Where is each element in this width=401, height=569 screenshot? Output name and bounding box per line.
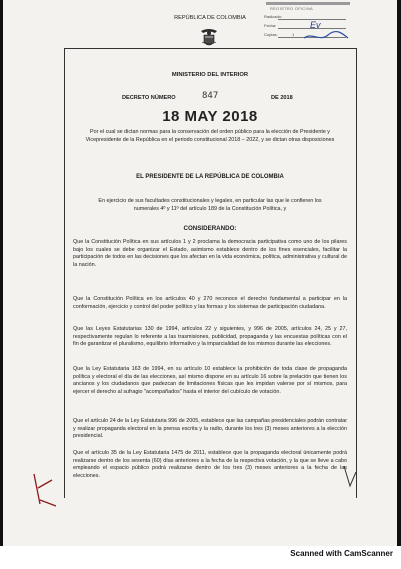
considering-paragraph-2: Que la Constitución Política en los artículos 40 y 270 reconoce el derecho fundamental a participar en la conformación, ejercicio y control del poder político y las formas y los sistemas de participación ciudadana. bbox=[73, 296, 347, 310]
camscanner-watermark: Scanned with CamScanner bbox=[290, 549, 393, 558]
initials-mark-left bbox=[28, 470, 64, 510]
scan-edge-left bbox=[0, 0, 3, 546]
considering-paragraph-3: Que las Leyes Estatutarias 130 de 1994, artículos 22 y siguientes, y 996 de 2005, artículos 24, 25 y 27, respectivamente regulan lo referente a las trasmisiones, publicidad, propaganda y las encuestas políticas con el fin de garantizar el pluralismo, equilibrio informativo y la imparcialidad de los mismos durante las elecciones. bbox=[73, 326, 347, 347]
scan-edge-right bbox=[397, 0, 401, 546]
stamp-fecha-label: Fecha: bbox=[264, 23, 277, 28]
blue-signature-scribble bbox=[302, 30, 350, 42]
considering-paragraph-6: Que el artículo 35 de la Ley Estatutaria 1475 de 2011, establece que la propaganda electoral únicamente podrá realizarse dentro de los sesenta (60) días anteriores a la fecha de la respectiva votación, y la que se lleve a cabo empleando el espacio público podrá realizarse dentro de los tres (3) meses anteriores a la fecha de las elecciones. bbox=[73, 450, 347, 479]
decree-label: DECRETO NÚMERO bbox=[122, 95, 176, 101]
decree-date: 18 MAY 2018 bbox=[162, 108, 258, 125]
considering-title: CONSIDERANDO: bbox=[183, 225, 237, 232]
ministry-title: MINISTERIO DEL INTERIOR bbox=[171, 72, 249, 78]
republic-title: REPÚBLICA DE COLOMBIA bbox=[174, 15, 246, 21]
stamp-bar bbox=[266, 2, 350, 5]
considering-paragraph-4: Que la Ley Estatutaria 163 de 1994, en su artículo 10 establece la prohibición de toda clase de propaganda política y electoral el día de las elecciones, así mismo dispone en su artículo 16 sobre la prelación que tienen los ancianos y los ciudadanos que padezcan de limitaciones físicas que les impidan valerse por sí mismos, para ejercer el derecho al sufragio "acompañados" hasta el interior del cubículo de votación. bbox=[73, 366, 347, 395]
authority-text: En ejercicio de sus facultades constitucionales y legales, en particular las que le confieren los numerales 4º y 11º del artículo 189 de la Constitución Política, y bbox=[98, 198, 322, 212]
considering-paragraph-1: Que la Constitución Política en sus artículos 1 y 2 proclama la democracia participativa como uno de los pilares bajo los cuales se debe organizar el Estado, asimismo establece dentro de los fines esenciales, facilitar la participación de todos en las decisiones que los afectan en la vida económica, política, administrativa y cultural de la nación. bbox=[73, 239, 347, 268]
considering-paragraph-5: Que el artículo 24 de la Ley Estatutaria 996 de 2005, establece que las campañas presidenciales podrán contratar y realizar propaganda electoral en la prensa escrita y la radio, durante los tres (3) meses anteriores a la elección presidencial. bbox=[73, 418, 347, 439]
stamp-copias-value: 1 bbox=[292, 32, 295, 37]
coat-of-arms-icon bbox=[199, 27, 219, 49]
initials-mark-right bbox=[340, 462, 360, 492]
page-frame-right bbox=[356, 48, 357, 498]
stamp-copias-label: Copias: bbox=[264, 32, 278, 37]
page-frame-left bbox=[64, 48, 65, 498]
registration-stamp bbox=[262, 0, 354, 44]
decree-number: 847 bbox=[202, 91, 219, 101]
stamp-handwritten-initials: Ev bbox=[310, 20, 321, 30]
authority-title: EL PRESIDENTE DE LA REPÚBLICA DE COLOMBIA bbox=[136, 174, 284, 180]
stamp-radicado-label: Radicado: bbox=[264, 14, 283, 19]
decree-year: DE 2018 bbox=[271, 95, 293, 101]
stamp-header: REGISTRO OFICINA bbox=[270, 6, 314, 11]
preamble: Por el cual se dictan normas para la conservación del orden público para la elección de Presidente y Vicepresidente de la República en el periodo constitucional 2018 – 2022, y se dictan otras disposiciones bbox=[85, 129, 335, 143]
